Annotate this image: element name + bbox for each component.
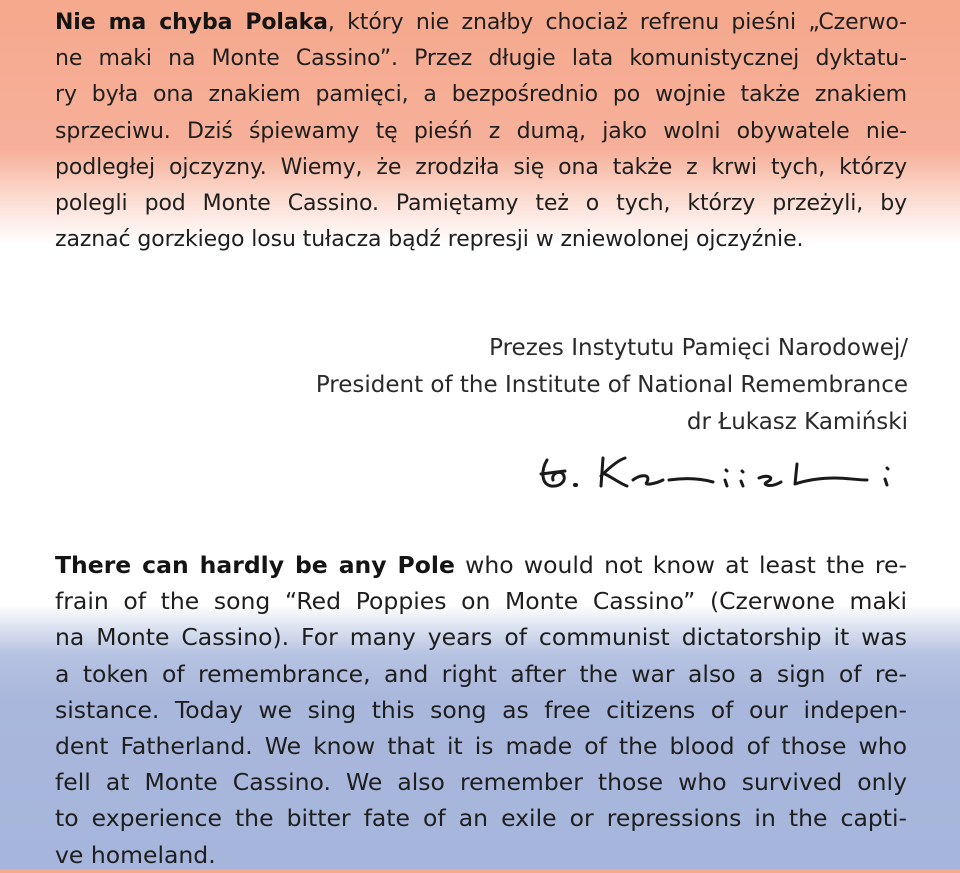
polish-line-7: zaznać gorzkiego losu tułacza bądź represji w zniewolonej ojczyźnie. bbox=[55, 227, 804, 253]
polish-lead-phrase: Nie ma chyba Polaka bbox=[55, 10, 328, 35]
english-line-5: sistance. Today we sing this song as free citizens of our indepen- bbox=[55, 695, 907, 724]
polish-paragraph bbox=[55, 5, 907, 258]
english-line-7: fell at Monte Cassino. We also remember those who survived only bbox=[55, 768, 907, 797]
english-lead-phrase: There can hardly be any Pole bbox=[55, 551, 455, 579]
english-paragraph bbox=[55, 547, 907, 873]
polish-line-1: Nie ma chyba Polaka, który nie znałby chociaż refrenu pieśni „Czerwo- bbox=[55, 10, 908, 35]
signature-block bbox=[316, 330, 908, 441]
english-line-1: There can hardly be any Pole who would not know at least the re- bbox=[55, 551, 907, 579]
president-name: dr Łukasz Kamiński bbox=[686, 409, 908, 435]
english-line-6: dent Fatherland. We know that it is made of the blood of those who bbox=[55, 732, 907, 761]
english-line-2: frain of the song “Red Poppies on Monte Cassino” (Czerwone maki bbox=[55, 587, 907, 616]
english-line-4: a token of remembrance, and right after the war also a sign of re- bbox=[55, 659, 907, 688]
polish-line-5: podległej ojczyzny. Wiemy, że zrodziła się ona także z krwi tych, którzy bbox=[55, 154, 907, 180]
polish-line-3: ry była ona znakiem pamięci, a bezpośrednio po wojnie także znakiem bbox=[55, 82, 907, 108]
polish-line-2: ne maki na Monte Cassino”. Przez długie lata komunistycznej dyktatu- bbox=[55, 46, 907, 72]
polish-line-4: sprzeciwu. Dziś śpiewamy tę pieśń z dumą, jako wolni obywatele nie- bbox=[55, 118, 907, 144]
english-line-9: ve homeland. bbox=[55, 840, 216, 869]
president-title-polish: Prezes Instytutu Pamięci Narodowej/ bbox=[489, 335, 908, 361]
handwritten-signature bbox=[535, 450, 905, 500]
english-line-8: to experience the bitter fate of an exile or repressions in the capti- bbox=[55, 804, 907, 833]
president-title-english: President of the Institute of National Remembrance bbox=[315, 372, 908, 398]
english-line-3: na Monte Cassino). For many years of communist dictatorship it was bbox=[55, 623, 907, 652]
polish-line-6: polegli pod Monte Cassino. Pamiętamy też o tych, którzy przeżyli, by bbox=[55, 191, 907, 217]
